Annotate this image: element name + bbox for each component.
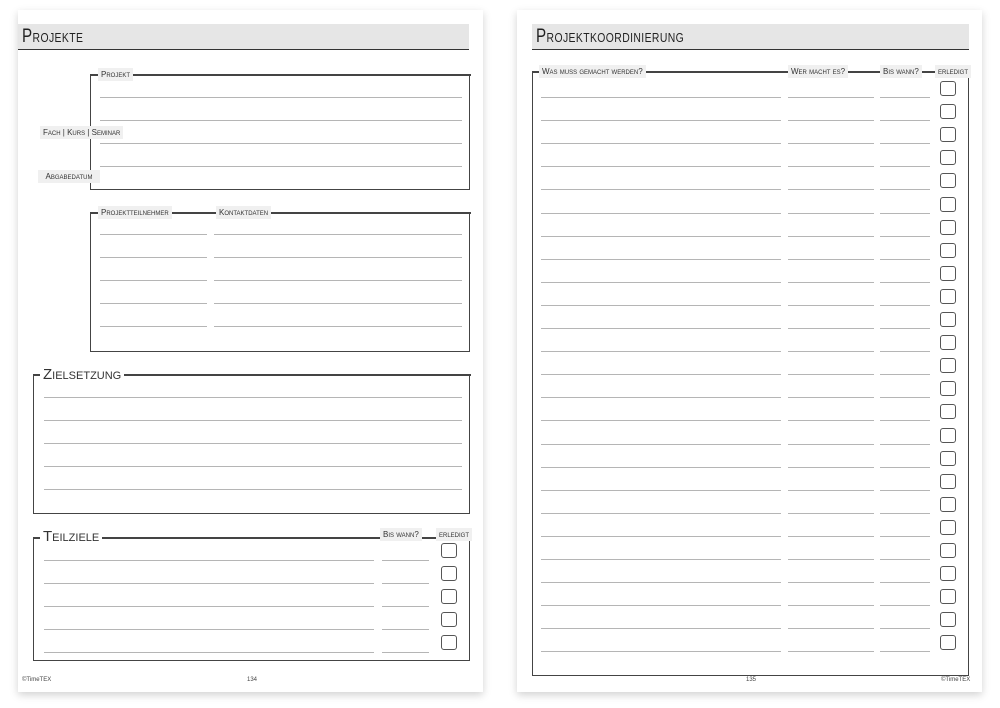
who-field-line[interactable] bbox=[788, 328, 874, 329]
subgoal-until-line[interactable] bbox=[382, 652, 429, 653]
task-field-line[interactable] bbox=[541, 582, 781, 583]
due-date-label: Abgabedatum bbox=[38, 170, 100, 183]
until-field-line[interactable] bbox=[880, 444, 930, 445]
participant-field-line[interactable] bbox=[100, 303, 207, 304]
done-checkbox[interactable] bbox=[940, 566, 956, 581]
task-field-line[interactable] bbox=[541, 513, 781, 514]
until-field-line[interactable] bbox=[880, 120, 930, 121]
project-field-line[interactable] bbox=[100, 97, 462, 98]
participant-field-line[interactable] bbox=[100, 280, 207, 281]
left-page bbox=[18, 10, 483, 692]
participants-box bbox=[90, 212, 470, 352]
task-field-line[interactable] bbox=[541, 467, 781, 468]
contact-label: Kontaktdaten bbox=[216, 206, 271, 219]
col-until-label: Bis wann? bbox=[880, 65, 922, 78]
page-title: Projekte bbox=[22, 26, 84, 47]
done-checkbox[interactable] bbox=[940, 612, 956, 627]
goal-title: Zielsetzung bbox=[40, 366, 124, 384]
done-checkbox[interactable] bbox=[940, 335, 956, 350]
until-field-line[interactable] bbox=[880, 328, 930, 329]
who-field-line[interactable] bbox=[788, 628, 874, 629]
task-field-line[interactable] bbox=[541, 189, 781, 190]
task-field-line[interactable] bbox=[541, 490, 781, 491]
who-field-line[interactable] bbox=[788, 166, 874, 167]
until-field-line[interactable] bbox=[880, 467, 930, 468]
project-field-line[interactable] bbox=[100, 166, 462, 167]
done-checkbox[interactable] bbox=[940, 127, 956, 142]
until-field-line[interactable] bbox=[880, 536, 930, 537]
subgoal-field-line[interactable] bbox=[44, 560, 374, 561]
until-field-line[interactable] bbox=[880, 397, 930, 398]
until-field-line[interactable] bbox=[880, 582, 930, 583]
done-checkbox[interactable] bbox=[441, 589, 457, 604]
project-field-line[interactable] bbox=[100, 120, 462, 121]
done-checkbox[interactable] bbox=[441, 612, 457, 627]
task-field-line[interactable] bbox=[541, 559, 781, 560]
task-field-line[interactable] bbox=[541, 397, 781, 398]
done-checkbox[interactable] bbox=[940, 497, 956, 512]
until-field-line[interactable] bbox=[880, 490, 930, 491]
done-checkbox[interactable] bbox=[441, 566, 457, 581]
who-field-line[interactable] bbox=[788, 305, 874, 306]
done-checkbox[interactable] bbox=[940, 520, 956, 535]
done-checkbox[interactable] bbox=[940, 543, 956, 558]
who-field-line[interactable] bbox=[788, 259, 874, 260]
goal-field-line[interactable] bbox=[44, 420, 462, 421]
done-checkbox[interactable] bbox=[940, 428, 956, 443]
contact-field-line[interactable] bbox=[214, 280, 462, 281]
done-checkbox[interactable] bbox=[940, 381, 956, 396]
done-checkbox[interactable] bbox=[940, 312, 956, 327]
page-number: 134 bbox=[247, 677, 258, 683]
subgoals-until-label: Bis wann? bbox=[380, 528, 422, 541]
done-checkbox[interactable] bbox=[940, 81, 956, 96]
who-field-line[interactable] bbox=[788, 282, 874, 283]
until-field-line[interactable] bbox=[880, 143, 930, 144]
until-field-line[interactable] bbox=[880, 236, 930, 237]
subgoals-done-label: erledigt bbox=[436, 528, 472, 541]
until-field-line[interactable] bbox=[880, 213, 930, 214]
done-checkbox[interactable] bbox=[940, 404, 956, 419]
until-field-line[interactable] bbox=[880, 513, 930, 514]
who-field-line[interactable] bbox=[788, 143, 874, 144]
who-field-line[interactable] bbox=[788, 213, 874, 214]
subgoal-until-line[interactable] bbox=[382, 583, 429, 584]
who-field-line[interactable] bbox=[788, 236, 874, 237]
subgoals-title: Teilziele bbox=[40, 528, 102, 546]
goal-field-line[interactable] bbox=[44, 489, 462, 490]
until-field-line[interactable] bbox=[880, 305, 930, 306]
until-field-line[interactable] bbox=[880, 651, 930, 652]
until-field-line[interactable] bbox=[880, 97, 930, 98]
task-field-line[interactable] bbox=[541, 444, 781, 445]
task-field-line[interactable] bbox=[541, 374, 781, 375]
until-field-line[interactable] bbox=[880, 282, 930, 283]
who-field-line[interactable] bbox=[788, 351, 874, 352]
done-checkbox[interactable] bbox=[940, 104, 956, 119]
participants-label: Projektteilnehmer bbox=[98, 206, 172, 219]
copyright: ©TimeTEX bbox=[22, 677, 52, 683]
goal-field-line[interactable] bbox=[44, 443, 462, 444]
task-field-line[interactable] bbox=[541, 166, 781, 167]
task-field-line[interactable] bbox=[541, 259, 781, 260]
until-field-line[interactable] bbox=[880, 259, 930, 260]
contact-field-line[interactable] bbox=[214, 326, 462, 327]
who-field-line[interactable] bbox=[788, 582, 874, 583]
who-field-line[interactable] bbox=[788, 397, 874, 398]
task-field-line[interactable] bbox=[541, 97, 781, 98]
who-field-line[interactable] bbox=[788, 97, 874, 98]
until-field-line[interactable] bbox=[880, 189, 930, 190]
task-field-line[interactable] bbox=[541, 143, 781, 144]
done-checkbox[interactable] bbox=[441, 635, 457, 650]
contact-field-line[interactable] bbox=[214, 257, 462, 258]
task-field-line[interactable] bbox=[541, 651, 781, 652]
task-field-line[interactable] bbox=[541, 282, 781, 283]
task-field-line[interactable] bbox=[541, 305, 781, 306]
task-field-line[interactable] bbox=[541, 420, 781, 421]
page-title-bar bbox=[18, 24, 469, 50]
task-field-line[interactable] bbox=[541, 328, 781, 329]
subject-label: Fach | Kurs | Seminar bbox=[40, 126, 123, 139]
who-field-line[interactable] bbox=[788, 374, 874, 375]
done-checkbox[interactable] bbox=[940, 358, 956, 373]
until-field-line[interactable] bbox=[880, 628, 930, 629]
right-page bbox=[517, 10, 982, 692]
participant-field-line[interactable] bbox=[100, 234, 207, 235]
project-box bbox=[90, 74, 470, 190]
done-checkbox[interactable] bbox=[940, 197, 956, 212]
subgoal-until-line[interactable] bbox=[382, 606, 429, 607]
participant-field-line[interactable] bbox=[100, 326, 207, 327]
page-number: 135 bbox=[746, 677, 757, 683]
subgoals-box bbox=[33, 537, 470, 661]
contact-field-line[interactable] bbox=[214, 234, 462, 235]
done-checkbox[interactable] bbox=[940, 289, 956, 304]
subgoal-field-line[interactable] bbox=[44, 629, 374, 630]
done-checkbox[interactable] bbox=[940, 173, 956, 188]
done-checkbox[interactable] bbox=[940, 589, 956, 604]
project-field-line[interactable] bbox=[100, 143, 462, 144]
until-field-line[interactable] bbox=[880, 374, 930, 375]
copyright: ©TimeTEX bbox=[941, 677, 971, 683]
contact-field-line[interactable] bbox=[214, 303, 462, 304]
task-field-line[interactable] bbox=[541, 120, 781, 121]
who-field-line[interactable] bbox=[788, 467, 874, 468]
who-field-line[interactable] bbox=[788, 420, 874, 421]
until-field-line[interactable] bbox=[880, 559, 930, 560]
col-what-label: Was muss gemacht werden? bbox=[539, 65, 646, 78]
goal-box bbox=[33, 374, 470, 514]
col-who-label: Wer macht es? bbox=[788, 65, 848, 78]
until-field-line[interactable] bbox=[880, 351, 930, 352]
subgoal-until-line[interactable] bbox=[382, 629, 429, 630]
participant-field-line[interactable] bbox=[100, 257, 207, 258]
who-field-line[interactable] bbox=[788, 559, 874, 560]
who-field-line[interactable] bbox=[788, 651, 874, 652]
done-checkbox[interactable] bbox=[940, 635, 956, 650]
task-field-line[interactable] bbox=[541, 628, 781, 629]
subgoal-field-line[interactable] bbox=[44, 606, 374, 607]
who-field-line[interactable] bbox=[788, 513, 874, 514]
goal-field-line[interactable] bbox=[44, 397, 462, 398]
done-checkbox[interactable] bbox=[940, 451, 956, 466]
subgoal-until-line[interactable] bbox=[382, 560, 429, 561]
until-field-line[interactable] bbox=[880, 420, 930, 421]
subgoal-field-line[interactable] bbox=[44, 583, 374, 584]
task-field-line[interactable] bbox=[541, 605, 781, 606]
done-checkbox[interactable] bbox=[940, 243, 956, 258]
task-field-line[interactable] bbox=[541, 236, 781, 237]
who-field-line[interactable] bbox=[788, 120, 874, 121]
who-field-line[interactable] bbox=[788, 444, 874, 445]
done-checkbox[interactable] bbox=[441, 543, 457, 558]
until-field-line[interactable] bbox=[880, 605, 930, 606]
until-field-line[interactable] bbox=[880, 166, 930, 167]
goal-field-line[interactable] bbox=[44, 466, 462, 467]
task-field-line[interactable] bbox=[541, 351, 781, 352]
who-field-line[interactable] bbox=[788, 605, 874, 606]
subgoal-field-line[interactable] bbox=[44, 652, 374, 653]
who-field-line[interactable] bbox=[788, 189, 874, 190]
done-checkbox[interactable] bbox=[940, 474, 956, 489]
done-checkbox[interactable] bbox=[940, 150, 956, 165]
task-field-line[interactable] bbox=[541, 536, 781, 537]
done-checkbox[interactable] bbox=[940, 220, 956, 235]
who-field-line[interactable] bbox=[788, 490, 874, 491]
project-label: Projekt bbox=[98, 68, 133, 81]
task-field-line[interactable] bbox=[541, 213, 781, 214]
done-checkbox[interactable] bbox=[940, 266, 956, 281]
col-done-label: erledigt bbox=[935, 65, 971, 78]
page-title: Projektkoordinierung bbox=[536, 26, 685, 47]
who-field-line[interactable] bbox=[788, 536, 874, 537]
page-title-bar bbox=[532, 24, 969, 50]
